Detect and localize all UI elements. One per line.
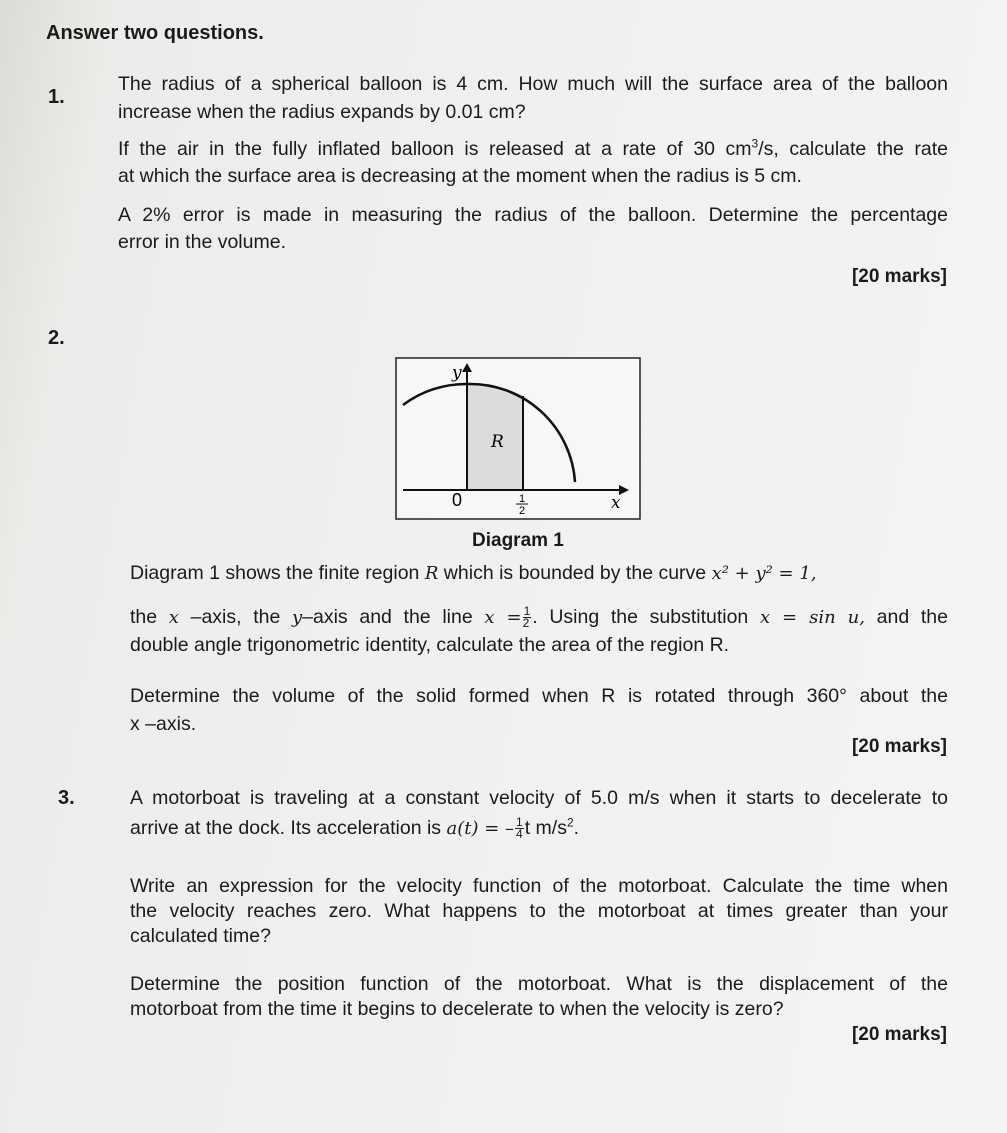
q3-line-2c: . bbox=[573, 817, 580, 839]
q3-quarter-den: 4 bbox=[516, 827, 523, 842]
q2-line-2a: the bbox=[130, 606, 169, 628]
instruction-suffix: questions. bbox=[158, 22, 264, 44]
x-axis-label: x bbox=[611, 493, 621, 513]
q2-marks: [20 marks] bbox=[851, 736, 947, 757]
y-axis-label: y bbox=[452, 363, 462, 383]
instruction-prefix: Answer bbox=[46, 22, 124, 44]
q1-line-3 bbox=[118, 137, 948, 161]
question-1-number: 1. bbox=[48, 86, 65, 108]
q2-line-2d: . Using the substitution bbox=[532, 606, 760, 628]
q3-line-7: motorboat from the time it begins to decelerate to when the velocity is zero? bbox=[130, 998, 784, 1020]
q2-circle-equation: x² + y² = 1, bbox=[711, 563, 817, 584]
q2-half-num: 1 bbox=[523, 604, 531, 619]
region-label: R bbox=[491, 432, 504, 452]
q3-line-2a: arrive at the dock. Its acceleration is bbox=[130, 817, 447, 839]
q3-line-3: Write an expression for the velocity function of the motorboat. Calculate the time when bbox=[130, 875, 948, 897]
q2-y-var: y bbox=[291, 607, 303, 628]
q3-line-5: calculated time? bbox=[130, 925, 271, 947]
q1-line-6: error in the volume. bbox=[118, 231, 286, 253]
q2-half-fraction bbox=[523, 606, 532, 629]
q3-squared-sup: 2 bbox=[566, 815, 574, 830]
q1-line-5: A 2% error is made in measuring the radius of the balloon. Determine the percentage bbox=[118, 204, 948, 226]
q3-line-4: the velocity reaches zero. What happens to the motorboat at times greater than your bbox=[130, 900, 948, 922]
instruction-bold: two bbox=[123, 22, 159, 44]
q1-line-3b: /s, calculate the rate bbox=[758, 138, 949, 160]
q3-accel-fn: a(t) = – bbox=[446, 818, 515, 839]
q2-region-r: R bbox=[424, 563, 439, 584]
q1-line-4: at which the surface area is decreasing at the moment when the radius is 5 cm. bbox=[118, 165, 802, 187]
origin-label: 0 bbox=[452, 490, 463, 510]
tick-numerator: 1 bbox=[519, 493, 526, 505]
q2-line-2c: –axis and the line bbox=[302, 606, 485, 628]
diagram-caption: Diagram 1 bbox=[472, 530, 564, 551]
q2-line-2b: –axis, the bbox=[178, 606, 292, 628]
q2-line-2 bbox=[130, 605, 948, 630]
q2-line-4: Determine the volume of the solid formed when R is rotated through 360° about the bbox=[130, 685, 948, 707]
q3-marks: [20 marks] bbox=[851, 1024, 947, 1045]
q2-line-1 bbox=[130, 561, 948, 586]
q2-substitution: x = sin u, bbox=[759, 607, 865, 628]
q2-half-den: 2 bbox=[522, 616, 530, 631]
q3-quarter-fraction bbox=[515, 817, 524, 840]
q2-x-var: x bbox=[168, 607, 179, 628]
question-2-number: 2. bbox=[48, 327, 65, 349]
q3-line-2b: t m/s bbox=[524, 817, 567, 839]
instruction bbox=[46, 21, 264, 45]
q3-line-1: A motorboat is traveling at a constant velocity of 5.0 m/s when it starts to decelerate to bbox=[130, 787, 948, 809]
q1-line-3a: If the air in the fully inflated balloon is released at a rate of 30 cm bbox=[118, 138, 752, 160]
q1-marks: [20 marks] bbox=[851, 266, 947, 287]
question-3-number: 3. bbox=[58, 787, 75, 809]
q2-line-3: double angle trigonometric identity, calculate the area of the region R. bbox=[130, 634, 730, 656]
q3-line-6: Determine the position function of the motorboat. What is the displacement of the bbox=[130, 973, 948, 995]
diagram-1-svg bbox=[395, 357, 641, 520]
q1-cube-sup: 3 bbox=[751, 136, 759, 151]
q2-line-1b: which is bounded by the curve bbox=[438, 562, 712, 584]
q3-quarter-num: 1 bbox=[516, 815, 523, 830]
q2-line-2e: and the bbox=[864, 606, 948, 628]
q2-line-5: x –axis. bbox=[130, 713, 197, 735]
q1-line-2: increase when the radius expands by 0.01 cm? bbox=[118, 101, 526, 123]
q2-line-1a: Diagram 1 shows the finite region bbox=[130, 562, 425, 584]
q1-line-1: The radius of a spherical balloon is 4 cm. How much will the surface area of the balloon bbox=[118, 73, 948, 95]
diagram-1 bbox=[395, 357, 641, 520]
q2-x-equals: x = bbox=[484, 607, 522, 628]
q3-line-2 bbox=[130, 816, 948, 841]
tick-denominator: 2 bbox=[519, 505, 526, 517]
